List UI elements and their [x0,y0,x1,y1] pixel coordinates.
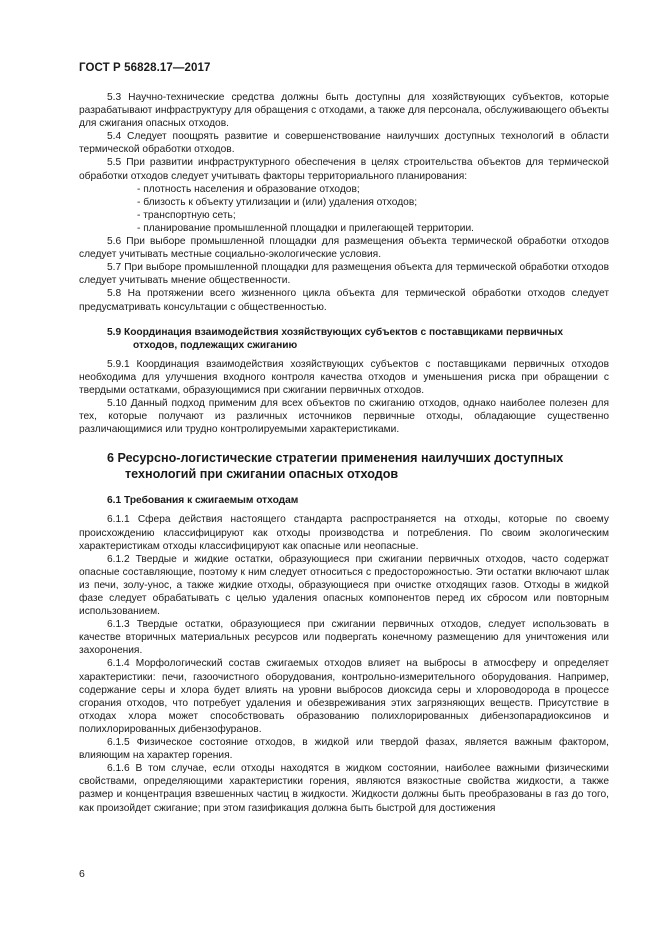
chapter-heading-6-line1: 6 Ресурсно-логистические стратегии применения наилучших доступных [107,451,564,466]
paragraph-5-8: 5.8 На протяжении всего жизненного цикла объекта для термической обработки отходов следует предусматривать консультации с общественностью. [79,288,609,313]
section-heading-5-9-line2: отходов, подлежащих сжиганию [133,339,298,351]
section-heading-5-9 [79,326,609,352]
document-code-header: ГОСТ Р 56828.17—2017 [79,62,211,74]
chapter-heading-6-line2: технологий при сжигании опасных отходов [125,467,399,482]
paragraph-5-4: 5.4 Следует поощрять развитие и совершенствование наилучших доступных технологий в области термической обработки отходов. [79,131,609,156]
paragraph-5-3: 5.3 Научно-технические средства должны быть доступны для хозяйствующих субъектов, которые разрабатывают инфраструктуру для обращения с отходами, а также для персонала, обслуживающего объекты для сжигания опасных отходов. [79,92,609,130]
paragraph-5-5: 5.5 При развитии инфраструктурного обеспечения в целях строительства объектов для термической обработки отходов следует учитывать факторы территориального планирования: [79,157,609,182]
spacer [79,436,609,450]
paragraph-5-9-1: 5.9.1 Координация взаимодействия хозяйствующих субъектов с поставщиками первичных отходов необходима для улучшения входного контроля качества отходов и уменьшения риска при обращении с твердыми остатками, образующимися при сжигании первичных отходов. [79,358,609,396]
page-number: 6 [79,868,85,880]
paragraph-5-6: 5.6 При выборе промышленной площадки для размещения объекта термической обработки отходов следует учитывать местные социально-экологические условия. [79,236,609,261]
list-item: - транспортную сеть; [137,209,236,221]
spacer [79,314,609,326]
paragraph-6-1-6: 6.1.6 В том случае, если отходы находятся в жидком состоянии, наиболее важными физическими свойствами, определяющими характеристики горения, являются вязкостные свойства жидкости, а также размер и концентрация взвешенных частиц в жидкости. Жидкости должны быть преобразованы в газ до того, как произойдет сжигание; при этом газификация должна быть быстрой для достижения [79,763,609,814]
section-heading-6-1: 6.1 Требования к сжигаемым отходам [107,495,299,507]
paragraph-6-1-3: 6.1.3 Твердые остатки, образующиеся при сжигании первичных отходов, следует использовать в качестве вторичных материальных ресурсов или подвергать конечному размещению для уничтожения или захоронения. [79,619,609,657]
paragraph-6-1-4: 6.1.4 Морфологический состав сжигаемых отходов влияет на выбросы в атмосферу и определяет характеристики: печи, газоочистного оборудования, контрольно-измерительного оборудования. Например, содержание серы и хлора будет влиять на уровни выбросов диоксида серы и хлороводорода в процессе сгорания отходов, что потребует удаления и обезвреживания этих загрязняющих веществ. Присутствие в отходах хлора может способствовать образованию полихлорированных дибензопарадиоксинов и полихлорированных дибензофуранов. [79,658,609,735]
paragraph-6-1-5: 6.1.5 Физическое состояние отходов, в жидкой или твердой фазах, является важным фактором, влияющим на характер горения. [79,737,609,762]
paragraph-6-1-1: 6.1.1 Сфера действия настоящего стандарта распространяется на отходы, которые по своему происхождению классифицируют как отходы производства и потребления. По своим экологическим характеристикам отходы классифицируют как опасные или неопасные. [79,514,609,552]
spacer [79,482,609,494]
paragraph-5-7: 5.7 При выборе промышленной площадки для размещения объекта для термической обработки отходов следует учитывать мнение общественности. [79,262,609,287]
paragraph-6-1-2: 6.1.2 Твердые и жидкие остатки, образующиеся при сжигании первичных отходов, часто содержат опасные составляющие, поэтому к ним следует относиться с предосторожностью. Эти остатки включают шлак из печи, золу-унос, а также жидкие отходы, образующиеся при очистке отходящих газов. Отходы в жидкой фазе следует обрабатывать с целью удаления опасных компонентов перед их сбросом или повторным использованием. [79,553,609,618]
chapter-heading-6 [79,450,609,482]
list-item: - близость к объекту утилизации и (или) удаления отходов; [137,196,418,208]
list-item: - плотность населения и образование отходов; [137,183,360,195]
document-body [79,91,609,815]
section-heading-5-9-line1: 5.9 Координация взаимодействия хозяйствующих субъектов с поставщиками первичных [107,326,564,338]
list-item: - планирование промышленной площадки и прилегающей территории. [137,222,474,234]
paragraph-5-10: 5.10 Данный подход применим для всех объектов по сжиганию отходов, однако наиболее полезен для тех, которые получают из различных источников первичные отходы, обладающие существенно различающимися или трудно контролируемыми характеристиками. [79,398,609,436]
